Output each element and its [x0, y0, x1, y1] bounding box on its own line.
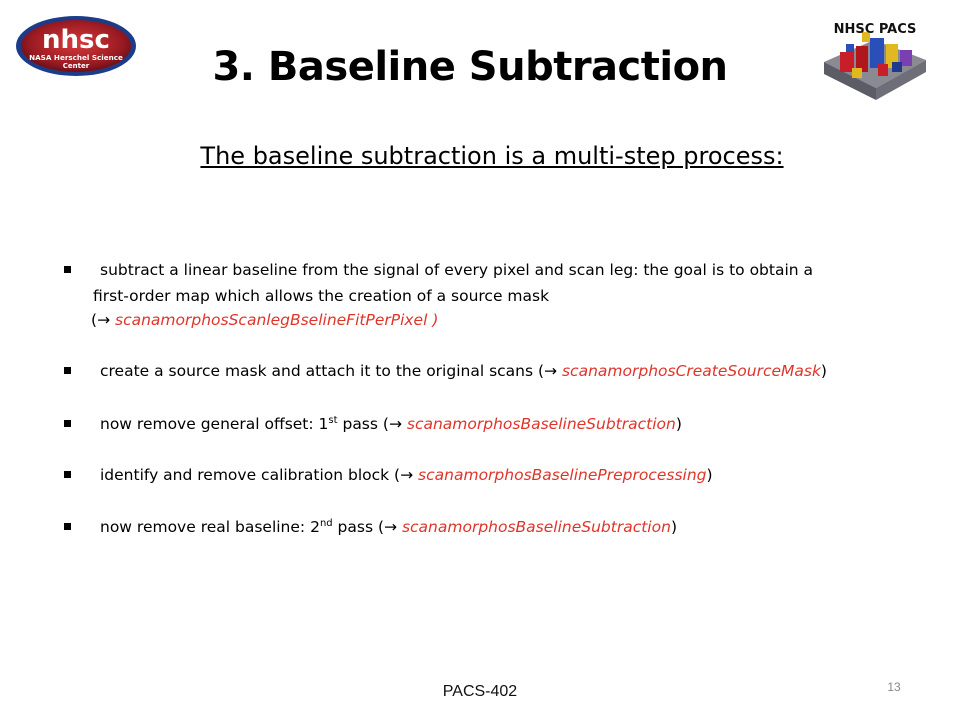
bullet-3-lead: now remove general offset: 1 — [100, 415, 329, 433]
arrow-right-icon: → — [388, 415, 402, 433]
bullet-5-close: ) — [670, 518, 677, 536]
bullet-marker-icon — [64, 523, 71, 530]
bullet-4-lead: identify and remove calibration block ( — [100, 466, 401, 484]
bullet-2-close: ) — [820, 362, 827, 380]
footer-label: PACS-402 — [442, 683, 518, 700]
bullet-3-text — [100, 412, 682, 436]
bullet-3-ordinal: st — [328, 415, 338, 426]
bullet-marker-icon — [64, 420, 71, 427]
slide-title: 3. Baseline Subtraction — [212, 44, 728, 90]
function-name: scanamorphosCreateSourceMask — [561, 362, 821, 380]
bullet-1-line-2: first-order map which allows the creation of a source mask — [93, 287, 550, 305]
slide-subtitle: The baseline subtraction is a multi-step process: — [200, 142, 784, 170]
bullet-2-text — [100, 359, 827, 383]
function-name: scanamorphosBaselineSubtraction — [401, 518, 671, 536]
bullet-marker-icon — [64, 471, 71, 478]
bullet-marker-icon — [64, 367, 71, 374]
arrow-right-icon: → — [97, 311, 111, 329]
bullet-1-open-paren: ( — [91, 311, 98, 329]
bullet-4-text — [100, 463, 713, 487]
bullet-5-lead: now remove real baseline: 2 — [100, 518, 320, 536]
bullet-2-lead: create a source mask and attach it to the original scans ( — [100, 362, 545, 380]
arrow-right-icon: → — [544, 362, 558, 380]
bullet-1-line-3 — [91, 308, 438, 332]
bullet-5-ordinal: nd — [319, 518, 333, 529]
nhsc-pacs-logo-label: NHSC PACS — [833, 22, 917, 37]
arrow-right-icon: → — [384, 518, 398, 536]
function-name: scanamorphosScanlegBselineFitPerPixel — [115, 311, 428, 329]
bullet-3-close: ) — [675, 415, 682, 433]
nhsc-logo-sub-text-2: Center — [62, 62, 90, 70]
bullet-3-mid: pass ( — [337, 415, 389, 433]
bullet-1-close: ) — [427, 311, 439, 329]
bullet-1-line-1: subtract a linear baseline from the signal of every pixel and scan leg: the goal is to obtain a — [100, 261, 814, 279]
function-name: scanamorphosBaselinePreprocessing — [418, 466, 707, 484]
nhsc-logo-main-text: nhsc — [42, 25, 110, 55]
function-name: scanamorphosBaselineSubtraction — [406, 415, 676, 433]
bullet-4-close: ) — [706, 466, 713, 484]
bullet-marker-icon — [64, 266, 71, 273]
bullet-5-mid: pass ( — [332, 518, 385, 536]
arrow-right-icon: → — [400, 466, 414, 484]
slide-number: 13 — [887, 680, 901, 694]
bullet-5-text — [100, 515, 677, 539]
nhsc-logo-sub-text: NASA Herschel Science — [29, 53, 123, 62]
